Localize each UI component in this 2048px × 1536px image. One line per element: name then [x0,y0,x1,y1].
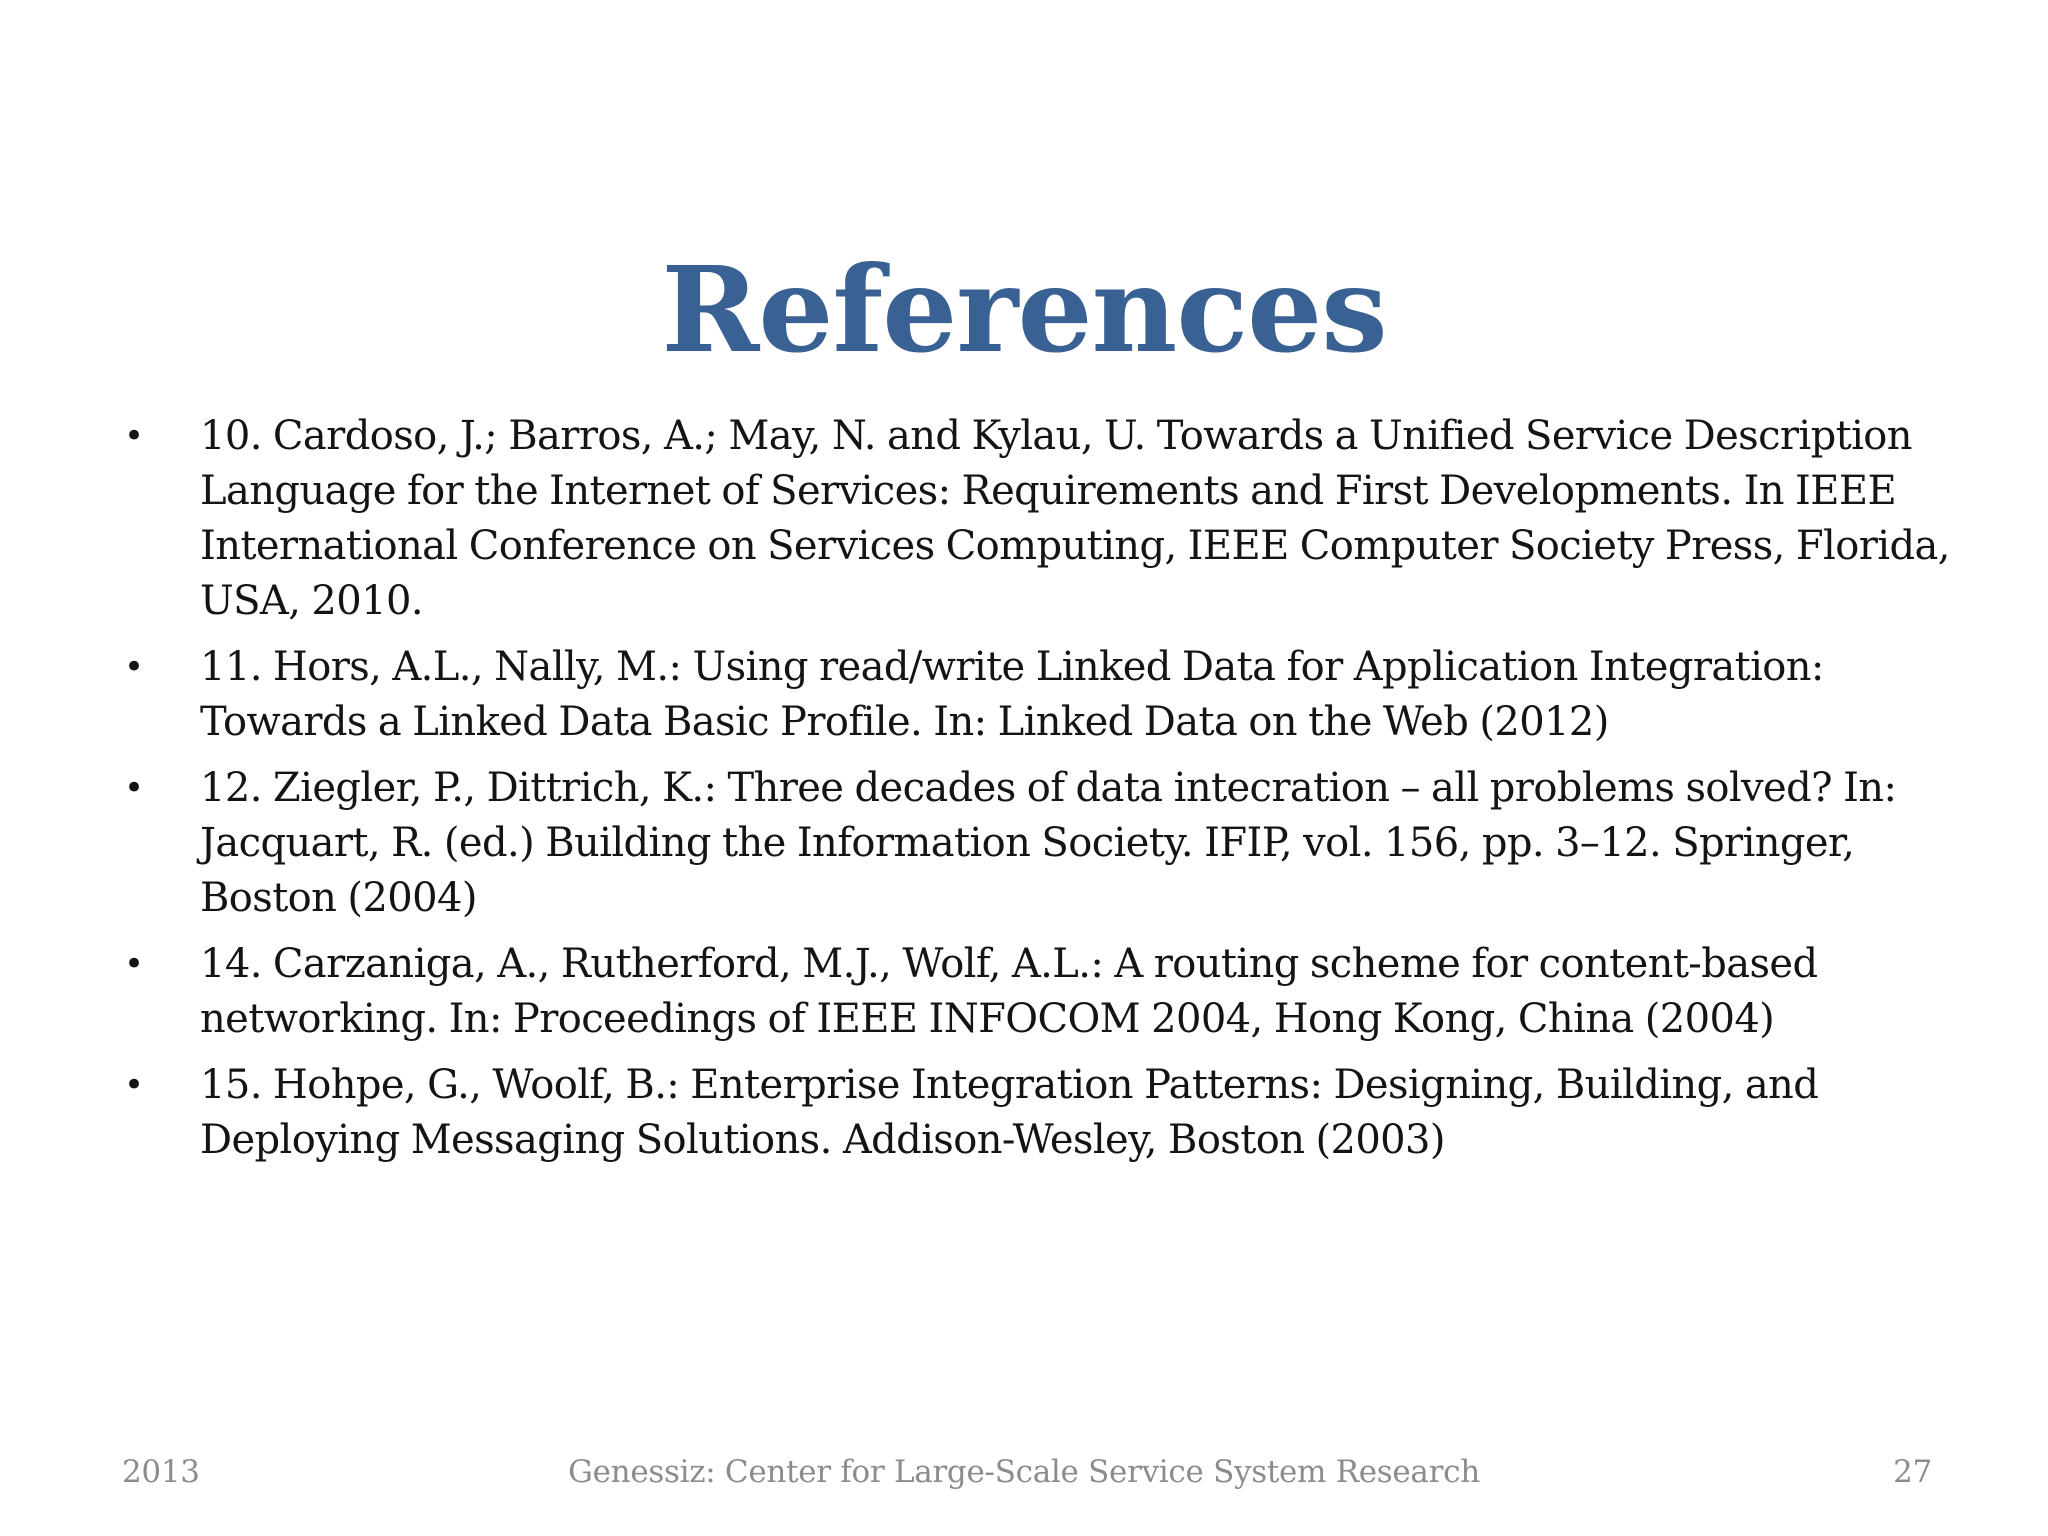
page-number: 27 [1893,1454,1932,1490]
footer-organization: Genessiz: Center for Large-Scale Service System Research [568,1454,1480,1490]
reference-item [118,761,1998,926]
bullet-icon: • [124,944,144,984]
footer-year: 2013 [122,1454,200,1490]
reference-item [118,1058,1998,1168]
reference-list [118,409,1998,1179]
reference-text: 15. Hohpe, G., Woolf, B.: Enterprise Integration Patterns: Designing, Building, and Deploying Messaging Solutions. Addison-Wesley, Boston (2003) [200,1062,1819,1163]
reference-item [118,937,1998,1047]
slide-title: References [661,240,1387,380]
bullet-icon: • [124,647,144,687]
bullet-icon: • [124,1065,144,1105]
reference-item [118,409,1998,629]
reference-text: 12. Ziegler, P., Dittrich, K.: Three decades of data intecration – all problems solved? In: Jacquart, R. (ed.) Building the Information Society. IFIP, vol. 156, pp. 3–12. Springer, Boston (2004) [200,765,1897,921]
reference-text: 10. Cardoso, J.; Barros, A.; May, N. and Kylau, U. Towards a Unified Service Description Language for the Internet of Services: Requirements and First Developments. In IEEE International Conference on Services Computing, IEEE Computer Society Press, Florida, USA, 2010. [200,413,1950,624]
bullet-icon: • [124,416,144,456]
reference-text: 14. Carzaniga, A., Rutherford, M.J., Wolf, A.L.: A routing scheme for content-based networking. In: Proceedings of IEEE INFOCOM 2004, Hong Kong, China (2004) [200,941,1818,1042]
bullet-icon: • [124,768,144,808]
reference-item [118,640,1998,750]
reference-text: 11. Hors, A.L., Nally, M.: Using read/write Linked Data for Application Integration: Towards a Linked Data Basic Profile. In: Linked Data on the Web (2012) [200,644,1824,745]
